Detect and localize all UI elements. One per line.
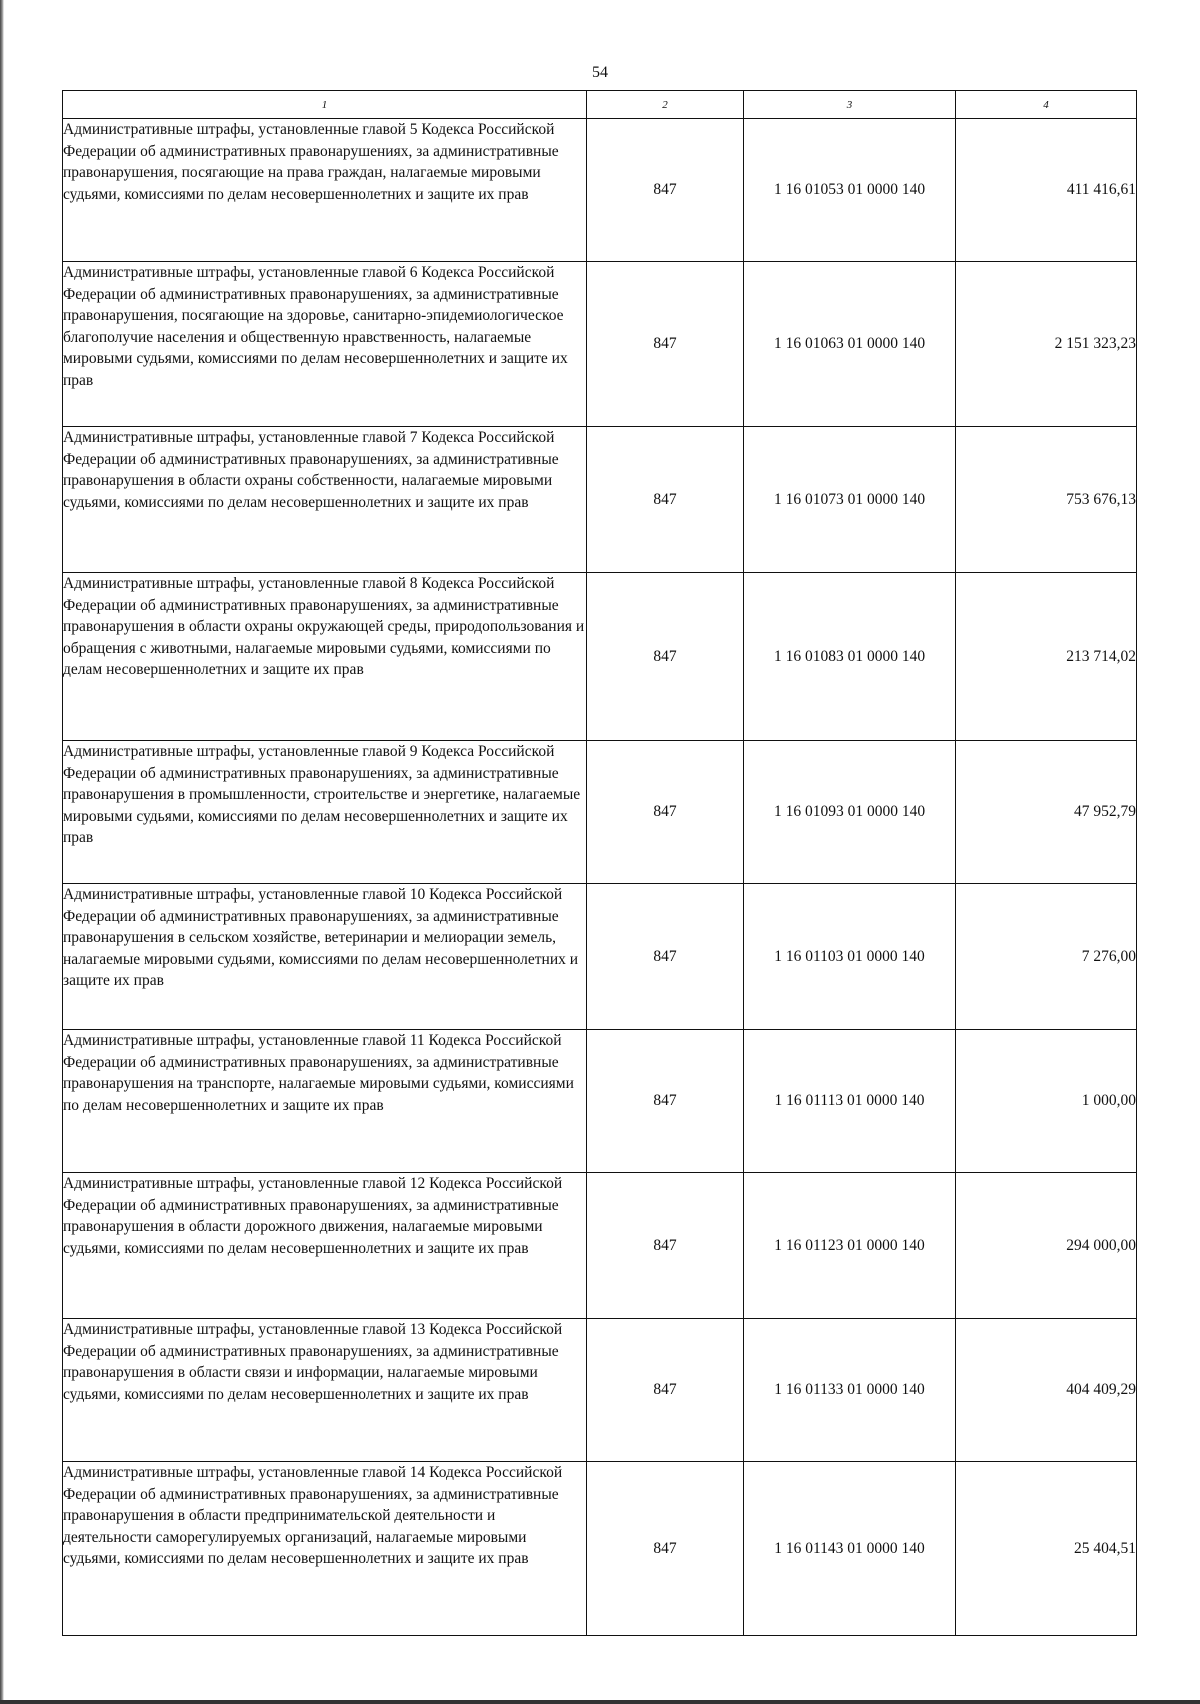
row-admin-code: 847 (587, 427, 744, 573)
row-amount: 2 151 323,23 (956, 262, 1137, 427)
row-admin-code: 847 (587, 1319, 744, 1462)
row-admin-code: 847 (587, 884, 744, 1030)
row-admin-code: 847 (587, 119, 744, 262)
row-amount: 404 409,29 (956, 1319, 1137, 1462)
table-row (63, 1030, 1137, 1173)
row-admin-code: 847 (587, 1462, 744, 1636)
row-admin-code: 847 (587, 741, 744, 884)
row-amount: 213 714,02 (956, 573, 1137, 741)
table-row (63, 1462, 1137, 1636)
row-kbk-code: 1 16 01113 01 0000 140 (744, 1030, 956, 1173)
row-admin-code: 847 (587, 1173, 744, 1319)
table-row (63, 573, 1137, 741)
row-kbk-code: 1 16 01093 01 0000 140 (744, 741, 956, 884)
row-kbk-code: 1 16 01123 01 0000 140 (744, 1173, 956, 1319)
row-amount: 7 276,00 (956, 884, 1137, 1030)
row-admin-code: 847 (587, 1030, 744, 1173)
row-description: Административные штрафы, установленные главой 7 Кодекса Российской Федерации об административных правонарушениях, за административные правонарушения в области охраны собственности, налагаемые мировыми судьями, комиссиями по делам несовершеннолетних и защите их прав (63, 427, 587, 573)
row-description: Административные штрафы, установленные главой 8 Кодекса Российской Федерации об административных правонарушениях, за административные правонарушения в области охраны окружающей среды, природопользования и обращения с животными, налагаемые мировыми судьями, комиссиями по делам несовершеннолетних и защите их прав (63, 573, 587, 741)
table-row (63, 119, 1137, 262)
row-description: Административные штрафы, установленные главой 10 Кодекса Российской Федерации об административных правонарушениях, за административные правонарушения в сельском хозяйстве, ветеринарии и мелиорации земель, налагаемые мировыми судьями, комиссиями по делам несовершеннолетних и защите их прав (63, 884, 587, 1030)
row-amount: 25 404,51 (956, 1462, 1137, 1636)
row-amount: 47 952,79 (956, 741, 1137, 884)
table-row (63, 1173, 1137, 1319)
row-kbk-code: 1 16 01063 01 0000 140 (744, 262, 956, 427)
row-kbk-code: 1 16 01133 01 0000 140 (744, 1319, 956, 1462)
row-description: Административные штрафы, установленные главой 11 Кодекса Российской Федерации об административных правонарушениях, за административные правонарушения на транспорте, налагаемые мировыми судьями, комиссиями по делам несовершеннолетних и защите их прав (63, 1030, 587, 1173)
row-description: Административные штрафы, установленные главой 12 Кодекса Российской Федерации об административных правонарушениях, за административные правонарушения в области дорожного движения, налагаемые мировыми судьями, комиссиями по делам несовершеннолетних и защите их прав (63, 1173, 587, 1319)
row-kbk-code: 1 16 01103 01 0000 140 (744, 884, 956, 1030)
table-row (63, 427, 1137, 573)
column-number-2: 2 (587, 91, 744, 119)
row-kbk-code: 1 16 01053 01 0000 140 (744, 119, 956, 262)
row-description: Административные штрафы, установленные главой 6 Кодекса Российской Федерации об административных правонарушениях, за административные правонарушения, посягающие на здоровье, санитарно-эпидемиологическое благополучие населения и общественную нравственность, налагаемые мировыми судьями, комиссиями по делам несовершеннолетних и защите их прав (63, 262, 587, 427)
table-row (63, 741, 1137, 884)
column-number-3: 3 (744, 91, 956, 119)
row-kbk-code: 1 16 01143 01 0000 140 (744, 1462, 956, 1636)
row-amount: 1 000,00 (956, 1030, 1137, 1173)
row-amount: 753 676,13 (956, 427, 1137, 573)
row-admin-code: 847 (587, 573, 744, 741)
row-amount: 411 416,61 (956, 119, 1137, 262)
table-row (63, 262, 1137, 427)
scan-edge-bottom (0, 1700, 1200, 1704)
table-row (63, 1319, 1137, 1462)
column-number-1: 1 (63, 91, 587, 119)
fines-table (62, 90, 1137, 1636)
table-row (63, 884, 1137, 1030)
scan-edge-left (0, 0, 4, 1704)
row-description: Административные штрафы, установленные главой 14 Кодекса Российской Федерации об административных правонарушениях, за административные правонарушения в области предпринимательской деятельности и деятельности саморегулируемых организаций, налагаемые мировыми судьями, комиссиями по делам несовершеннолетних и защите их прав (63, 1462, 587, 1636)
row-description: Административные штрафы, установленные главой 9 Кодекса Российской Федерации об административных правонарушениях, за административные правонарушения в промышленности, строительстве и энергетике, налагаемые мировыми судьями, комиссиями по делам несовершеннолетних и защите их прав (63, 741, 587, 884)
column-number-4: 4 (956, 91, 1137, 119)
page-number: 54 (592, 64, 608, 81)
row-description: Административные штрафы, установленные главой 5 Кодекса Российской Федерации об административных правонарушениях, за административные правонарушения, посягающие на права граждан, налагаемые мировыми судьями, комиссиями по делам несовершеннолетних и защите их прав (63, 119, 587, 262)
column-number-row (63, 91, 1137, 119)
row-amount: 294 000,00 (956, 1173, 1137, 1319)
row-kbk-code: 1 16 01083 01 0000 140 (744, 573, 956, 741)
row-admin-code: 847 (587, 262, 744, 427)
row-description: Административные штрафы, установленные главой 13 Кодекса Российской Федерации об административных правонарушениях, за административные правонарушения в области связи и информации, налагаемые мировыми судьями, комиссиями по делам несовершеннолетних и защите их прав (63, 1319, 587, 1462)
row-kbk-code: 1 16 01073 01 0000 140 (744, 427, 956, 573)
